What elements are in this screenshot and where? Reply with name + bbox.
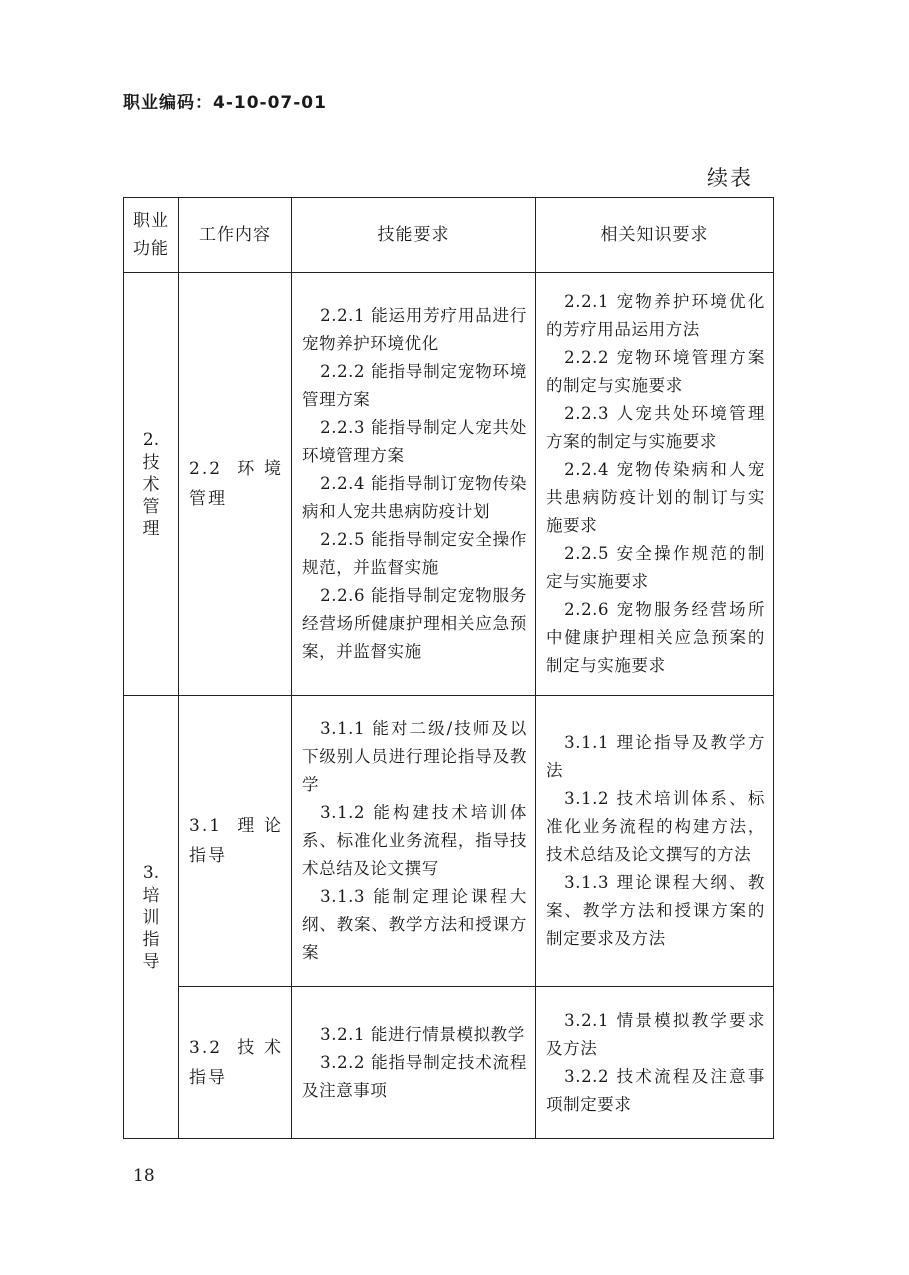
knowledge-cell (536, 273, 774, 696)
table-row (124, 696, 774, 987)
knowledge-item: 2.2.1 宠物养护环境优化的芳疗用品运用方法 (546, 292, 765, 339)
header-knowledge: 相关知识要求 (536, 198, 774, 273)
skills-requirements-table (123, 197, 774, 1139)
function-number: 2. (142, 430, 160, 450)
knowledge-item: 3.2.1 情景模拟教学要求及方法 (546, 1010, 765, 1058)
knowledge-item: 2.2.4 宠物传染病和人宠共患病防疫计划的制订与实施要求 (546, 460, 765, 535)
knowledge-item: 3.2.2 技术流程及注意事项制定要求 (546, 1066, 765, 1114)
knowledge-item: 3.1.2 技术培训体系、标准化业务流程的构建方法，技术总结及论文撰写的方法 (546, 789, 765, 864)
knowledge-cell (536, 696, 774, 987)
skill-item: 3.2.1 能进行情景模拟教学 (320, 1024, 525, 1044)
continued-table-label: 续表 (707, 166, 753, 190)
skill-item: 3.1.3 能制定理论课程大纲、教案、教学方法和授课方案 (302, 887, 527, 962)
work-content-cell: 3.1 理论指导 (179, 696, 292, 987)
knowledge-item: 3.1.1 理论指导及教学方法 (546, 733, 765, 780)
work-content-cell: 2.2 环境管理 (179, 273, 292, 696)
skill-item: 2.2.1 能运用芳疗用品进行宠物养护环境优化 (302, 306, 527, 353)
header-skills: 技能要求 (292, 198, 536, 273)
page-number: 18 (133, 1166, 155, 1186)
skill-item: 3.1.1 能对二级/技师及以下级别人员进行理论指导及教学 (302, 719, 527, 794)
function-name: 技术管理 (142, 453, 160, 539)
skill-item: 2.2.2 能指导制定宠物环境管理方案 (302, 362, 527, 409)
function-cell (124, 696, 179, 1139)
occupation-code: 职业编码：4-10-07-01 (123, 93, 327, 113)
table-header-row (124, 198, 774, 273)
skill-item: 2.2.4 能指导制订宠物传染病和人宠共患病防疫计划 (302, 474, 527, 521)
function-name: 培训指导 (142, 886, 160, 972)
skill-item: 2.2.6 能指导制定宠物服务经营场所健康护理相关应急预案，并监督实施 (302, 586, 527, 661)
skill-item: 3.1.2 能构建技术培训体系、标准化业务流程，指导技术总结及论文撰写 (302, 803, 527, 878)
knowledge-item: 2.2.6 宠物服务经营场所中健康护理相关应急预案的制定与实施要求 (546, 600, 765, 675)
knowledge-item: 2.2.3 人宠共处环境管理方案的制定与实施要求 (546, 404, 765, 451)
skill-item: 3.2.2 能指导制定技术流程及注意事项 (302, 1052, 527, 1100)
function-cell (124, 273, 179, 696)
function-number: 3. (142, 863, 160, 883)
skills-cell (292, 987, 536, 1139)
skills-cell (292, 696, 536, 987)
knowledge-cell (536, 987, 774, 1139)
knowledge-item: 3.1.3 理论课程大纲、教案、教学方法和授课方案的制定要求及方法 (546, 873, 765, 948)
skill-item: 2.2.3 能指导制定人宠共处环境管理方案 (302, 418, 527, 465)
table-row (124, 273, 774, 696)
skills-cell (292, 273, 536, 696)
knowledge-item: 2.2.2 宠物环境管理方案的制定与实施要求 (546, 348, 765, 395)
skill-item: 2.2.5 能指导制定安全操作规范，并监督实施 (302, 530, 527, 577)
work-content-cell: 3.2 技术指导 (179, 987, 292, 1139)
table-row (124, 987, 774, 1139)
header-content: 工作内容 (179, 198, 292, 273)
header-function: 职业功能 (124, 198, 179, 273)
knowledge-item: 2.2.5 安全操作规范的制定与实施要求 (546, 544, 765, 591)
